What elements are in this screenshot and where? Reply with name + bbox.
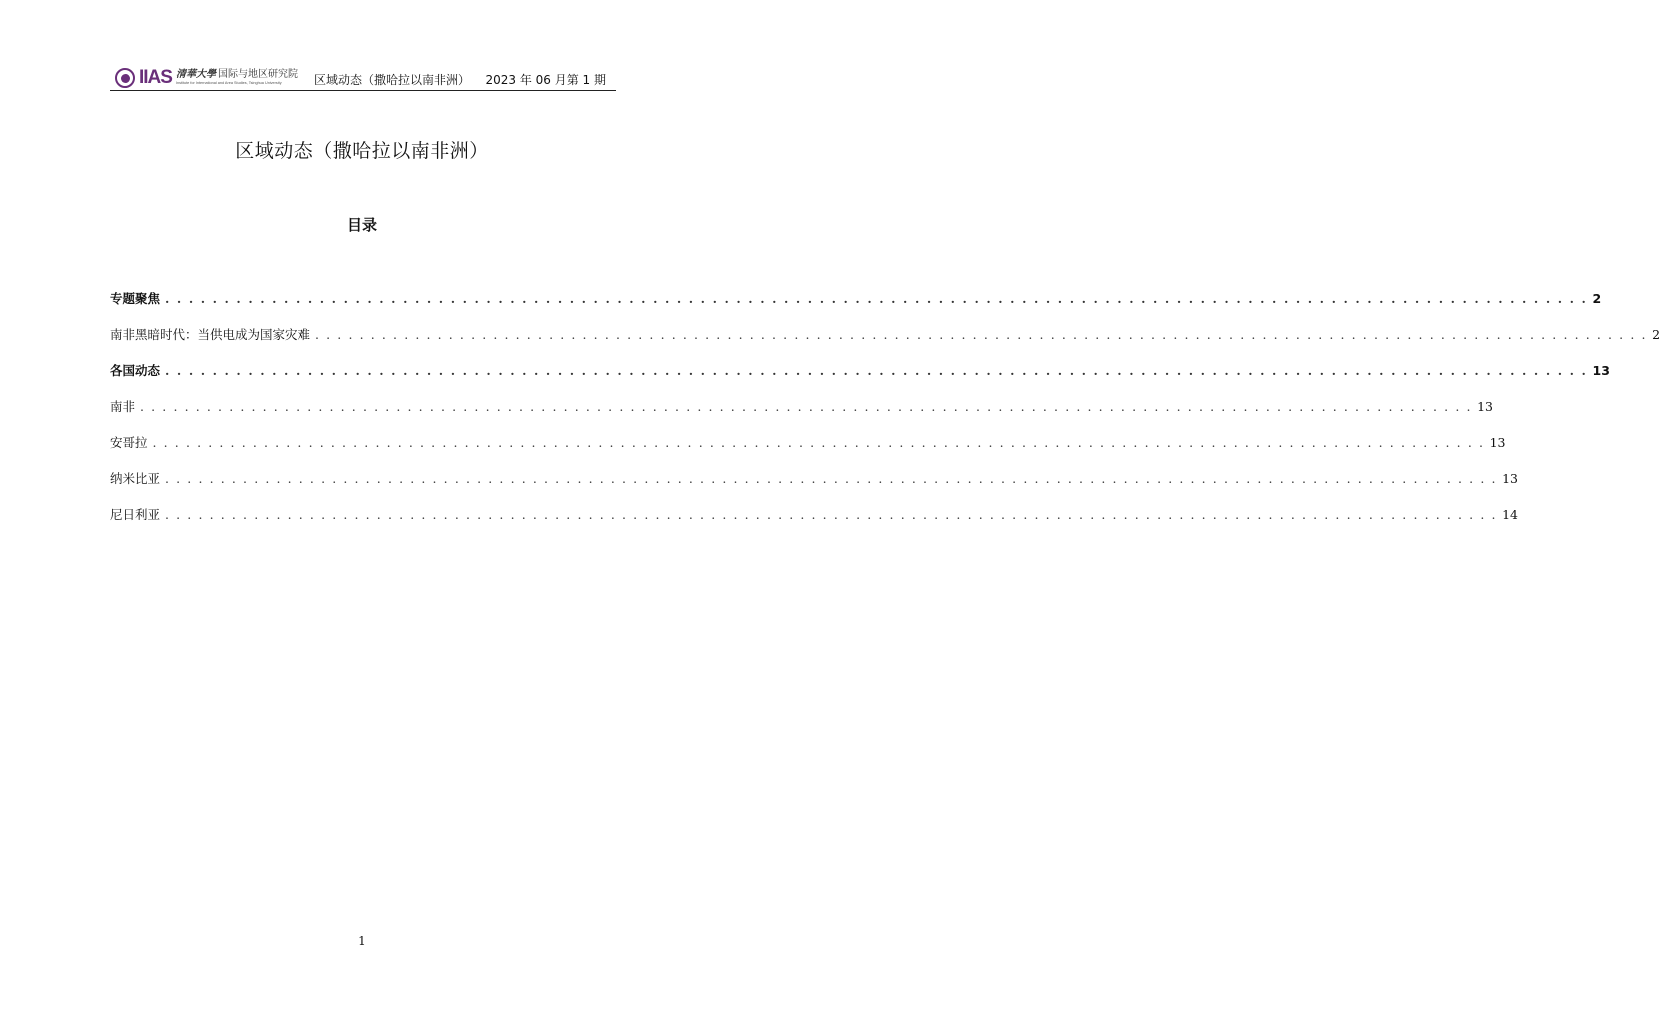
toc-entry-page: 13 — [1502, 471, 1518, 486]
toc-entry-label: 专题聚焦 — [110, 291, 161, 306]
logo-mark: IIAS — [139, 67, 172, 88]
toc-entry-page: 2 — [1652, 327, 1660, 342]
toc-entry-label: 纳米比亚 — [110, 471, 161, 486]
table-of-contents — [110, 290, 1660, 542]
logo-institute: 国际与地区研究院 — [217, 69, 298, 81]
toc-dot-leader: . . . . . . . . . . . . . . . . . . . . . . . . . . . . . . . . . . . . . . . . . . . . . . . . . . . . . . . . . . . . . . . . . . . . . . . . . . . . . . . . . . . . . . . . . . . . . . . . . . . . . . . . . . . . . . . . . . . . . . . . — [165, 471, 1498, 486]
header-title: 区域动态（撒哈拉以南非洲） — [314, 73, 471, 87]
toc-dot-leader: . . . . . . . . . . . . . . . . . . . . . . . . . . . . . . . . . . . . . . . . . . . . . . . . . . . . . . . . . . . . . . . . . . . . . . . . . . . . . . . . . . . . . . . . . . . . . . . . . . . . . . . . . . . . . . . . . . . . . . . . — [165, 363, 1588, 378]
toc-entry-label: 尼日利亚 — [110, 507, 161, 522]
toc-entry-label: 南非黑暗时代：当供电成为国家灾难 — [110, 327, 311, 342]
toc-entry-label: 安哥拉 — [110, 435, 148, 450]
logo-university: 清華大學 — [175, 69, 216, 81]
toc-entry-page: 13 — [1592, 363, 1610, 378]
page-number: 1 — [358, 934, 366, 948]
toc-dot-leader: . . . . . . . . . . . . . . . . . . . . . . . . . . . . . . . . . . . . . . . . . . . . . . . . . . . . . . . . . . . . . . . . . . . . . . . . . . . . . . . . . . . . . . . . . . . . . . . . . . . . . . . . . . . . . . . . . . . . . . . . — [165, 507, 1498, 522]
toc-entry[interactable] — [110, 362, 1610, 398]
logo-english: Institute for International and Area Studies, Tsinghua University — [175, 81, 282, 86]
document-title: 区域动态（撒哈拉以南非洲） — [235, 140, 489, 162]
toc-entry[interactable] — [110, 326, 1660, 362]
toc-entry[interactable] — [110, 290, 1602, 326]
toc-entry-page: 2 — [1592, 291, 1602, 306]
toc-entry-page: 14 — [1502, 507, 1518, 522]
toc-entry-label: 各国动态 — [110, 363, 161, 378]
toc-dot-leader: . . . . . . . . . . . . . . . . . . . . . . . . . . . . . . . . . . . . . . . . . . . . . . . . . . . . . . . . . . . . . . . . . . . . . . . . . . . . . . . . . . . . . . . . . . . . . . . . . . . . . . . . . . . . . . . . . . . . . . . . — [315, 327, 1648, 342]
header-issue: 2023 年 06 月第 1 期 — [485, 73, 606, 87]
toc-entry-page: 13 — [1477, 399, 1493, 414]
toc-dot-leader: . . . . . . . . . . . . . . . . . . . . . . . . . . . . . . . . . . . . . . . . . . . . . . . . . . . . . . . . . . . . . . . . . . . . . . . . . . . . . . . . . . . . . . . . . . . . . . . . . . . . . . . . . . . . . . . . . . . . . . . . — [165, 291, 1588, 306]
toc-dot-leader: . . . . . . . . . . . . . . . . . . . . . . . . . . . . . . . . . . . . . . . . . . . . . . . . . . . . . . . . . . . . . . . . . . . . . . . . . . . . . . . . . . . . . . . . . . . . . . . . . . . . . . . . . . . . . . . . . . . . . . . . — [152, 435, 1485, 450]
toc-entry[interactable] — [110, 470, 1518, 506]
toc-entry[interactable] — [110, 398, 1493, 434]
university-seal-icon — [115, 68, 135, 88]
toc-heading: 目录 — [346, 216, 377, 234]
toc-dot-leader: . . . . . . . . . . . . . . . . . . . . . . . . . . . . . . . . . . . . . . . . . . . . . . . . . . . . . . . . . . . . . . . . . . . . . . . . . . . . . . . . . . . . . . . . . . . . . . . . . . . . . . . . . . . . . . . . . . . . . . . . — [140, 399, 1473, 414]
page-header — [110, 64, 616, 91]
institute-logo — [115, 66, 298, 90]
toc-entry[interactable] — [110, 434, 1506, 470]
toc-entry-page: 13 — [1489, 435, 1506, 450]
toc-entry-label: 南非 — [110, 399, 136, 414]
toc-entry[interactable] — [110, 506, 1518, 542]
